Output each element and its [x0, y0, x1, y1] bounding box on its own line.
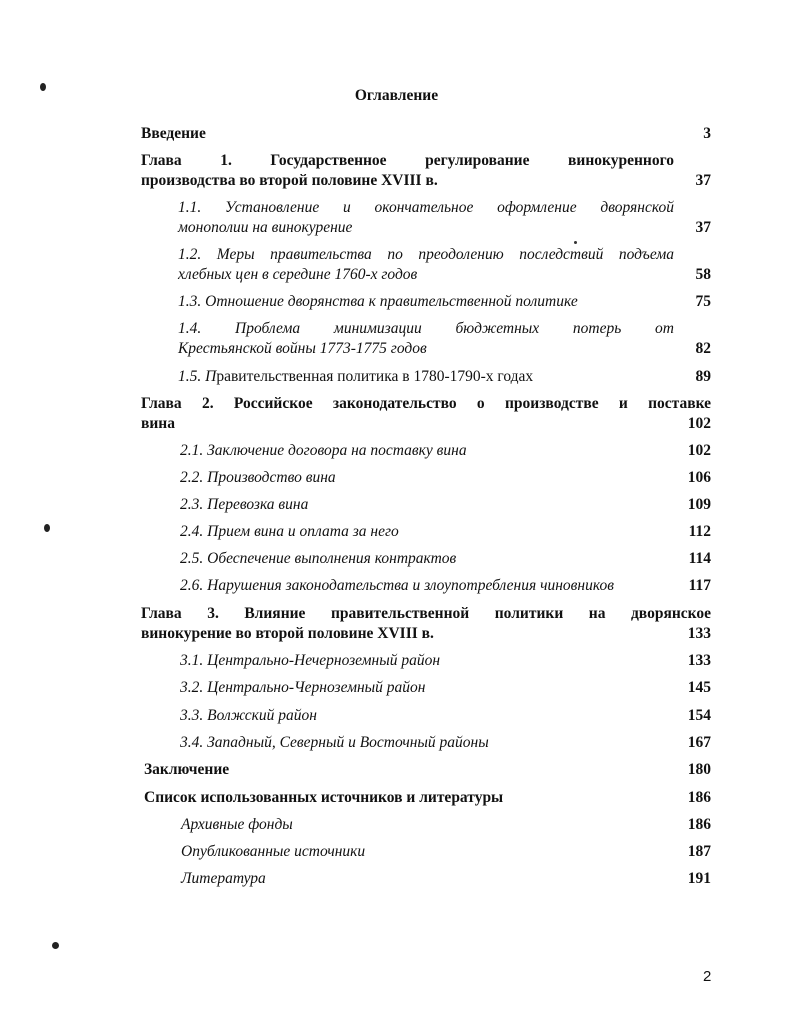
toc-entry-section-1-3[interactable] [178, 292, 711, 312]
toc-entry-page: 167 [687, 734, 711, 751]
toc-entry-section-3-4[interactable] [180, 733, 711, 753]
toc-entry-page: 114 [688, 550, 711, 567]
toc-entry-page: 133 [687, 652, 711, 669]
toc-entry-label: Архивные фонды [181, 816, 293, 833]
toc-entry-page: 112 [688, 523, 711, 540]
toc-entry-page: 89 [695, 368, 711, 385]
toc-entry-section-3-1[interactable] [180, 651, 711, 671]
toc-entry-literature[interactable] [181, 869, 711, 889]
toc-entry-page: 3 [703, 125, 711, 142]
toc-entry-label-line2: винокурение во второй половине XVIII в. [141, 625, 434, 642]
toc-entry-chapter-1[interactable] [141, 151, 711, 191]
toc-entry-bibliography[interactable] [144, 788, 711, 808]
page-number: 2 [703, 968, 712, 985]
toc-entry-page: 145 [687, 679, 711, 696]
toc-entry-label: 2.6. Нарушения законодательства и злоупотребления чиновников [180, 577, 614, 594]
scan-speck-small [574, 241, 577, 244]
toc-entry-label-regular: равительственная политика в 1780-1790-х годах [216, 368, 534, 385]
toc-entry-page: 82 [695, 340, 711, 357]
toc-entry-page: 109 [687, 496, 711, 513]
toc-entry-label-line1: Глава 1. Государственное регулирование винокуренного [141, 152, 674, 169]
toc-entry-label: 3.4. Западный, Северный и Восточный районы [180, 734, 489, 751]
toc-entry-page: 37 [695, 172, 711, 189]
toc-entry-section-1-5[interactable] [178, 367, 711, 387]
toc-entry-label: 3.3. Волжский район [180, 707, 317, 724]
toc-entry-label: Список использованных источников и литературы [144, 789, 504, 806]
toc-entry-page: 102 [687, 442, 711, 459]
toc-entry-label: Литература [181, 870, 266, 887]
toc-entry-page: 37 [695, 219, 711, 236]
toc-entry-label-line1: Глава 2. Российское законодательство о производстве и поставке [141, 395, 711, 412]
toc-entry-page: 106 [687, 469, 711, 486]
toc-entry-section-2-6[interactable] [180, 576, 711, 596]
toc-entry-label-italic: 1.5. П [178, 368, 217, 385]
toc-entry-page: 58 [695, 266, 711, 283]
toc-entry-section-1-1[interactable] [178, 198, 711, 238]
toc-entry-label-line1: Глава 3. Влияние правительственной политики на дворянское [141, 605, 711, 622]
toc-entry-page: 154 [687, 707, 711, 724]
toc-entry-section-2-5[interactable] [180, 549, 711, 569]
toc-entry-label: 3.2. Центрально-Черноземный район [180, 679, 426, 696]
toc-entry-label-line2: монополии на винокурение [178, 219, 353, 236]
toc-entry-label-line1: 1.1. Установление и окончательное оформление дворянской [178, 199, 674, 216]
toc-entry-label: Заключение [144, 761, 230, 778]
toc-entry-page: 180 [687, 761, 711, 778]
toc-entry-label-line1: 1.2. Меры правительства по преодолению последствий подъема [178, 246, 674, 263]
toc-entry-label-line2: Крестьянской войны 1773-1775 годов [178, 340, 427, 357]
toc-entry-label: 1.3. Отношение дворянства к правительственной политике [178, 293, 578, 310]
toc-entry-label-line2: хлебных цен в середине 1760-х годов [178, 266, 418, 283]
toc-entry-label [178, 367, 711, 387]
toc-entry-section-2-2[interactable] [180, 468, 711, 488]
toc-entry-label-line2: вина [141, 415, 175, 432]
toc-entry-label: 2.3. Перевозка вина [180, 496, 309, 513]
toc-entry-section-3-3[interactable] [180, 706, 711, 726]
toc-entry-archives[interactable] [181, 815, 711, 835]
toc-entry-published-sources[interactable] [181, 842, 711, 862]
toc-entry-chapter-3[interactable] [141, 604, 711, 644]
toc-entry-page: 117 [688, 577, 711, 594]
toc-entry-page: 75 [695, 293, 711, 310]
toc-entry-label: 2.1. Заключение договора на поставку вина [180, 442, 467, 459]
toc-entry-section-1-4[interactable] [178, 319, 711, 359]
toc-entry-section-2-1[interactable] [180, 441, 711, 461]
toc-entry-label-line1: 1.4. Проблема минимизации бюджетных потерь от [178, 320, 674, 337]
toc-entry-page: 187 [687, 843, 711, 860]
toc-entry-page: 102 [687, 415, 711, 432]
toc-entry-section-3-2[interactable] [180, 678, 711, 698]
toc-entry-label: 2.5. Обеспечение выполнения контрактов [180, 550, 457, 567]
toc-entry-page: 186 [687, 789, 711, 806]
scan-speck-bottom [52, 942, 59, 949]
toc-entry-section-1-2[interactable] [178, 245, 711, 285]
toc-entry-label: 2.4. Прием вина и оплата за него [180, 523, 399, 540]
toc-entry-label: 3.1. Центрально-Нечерноземный район [180, 652, 441, 669]
toc-entry-page: 186 [687, 816, 711, 833]
scan-speck-middle [44, 524, 50, 532]
toc-entry-label: 2.2. Производство вина [180, 469, 336, 486]
toc-entry-introduction[interactable] [141, 124, 711, 144]
page-title: Оглавление [354, 87, 439, 104]
toc-entry-page: 191 [687, 870, 711, 887]
toc-entry-chapter-2[interactable] [141, 394, 711, 434]
toc-entry-label: Опубликованные источники [181, 843, 366, 860]
toc-entry-section-2-3[interactable] [180, 495, 711, 515]
toc-entry-label-line2: производства во второй половине XVIII в. [141, 172, 438, 189]
toc-entry-label: Введение [141, 125, 206, 142]
toc-entry-conclusion[interactable] [144, 760, 711, 780]
toc-entry-section-2-4[interactable] [180, 522, 711, 542]
toc-entry-page: 133 [687, 625, 711, 642]
